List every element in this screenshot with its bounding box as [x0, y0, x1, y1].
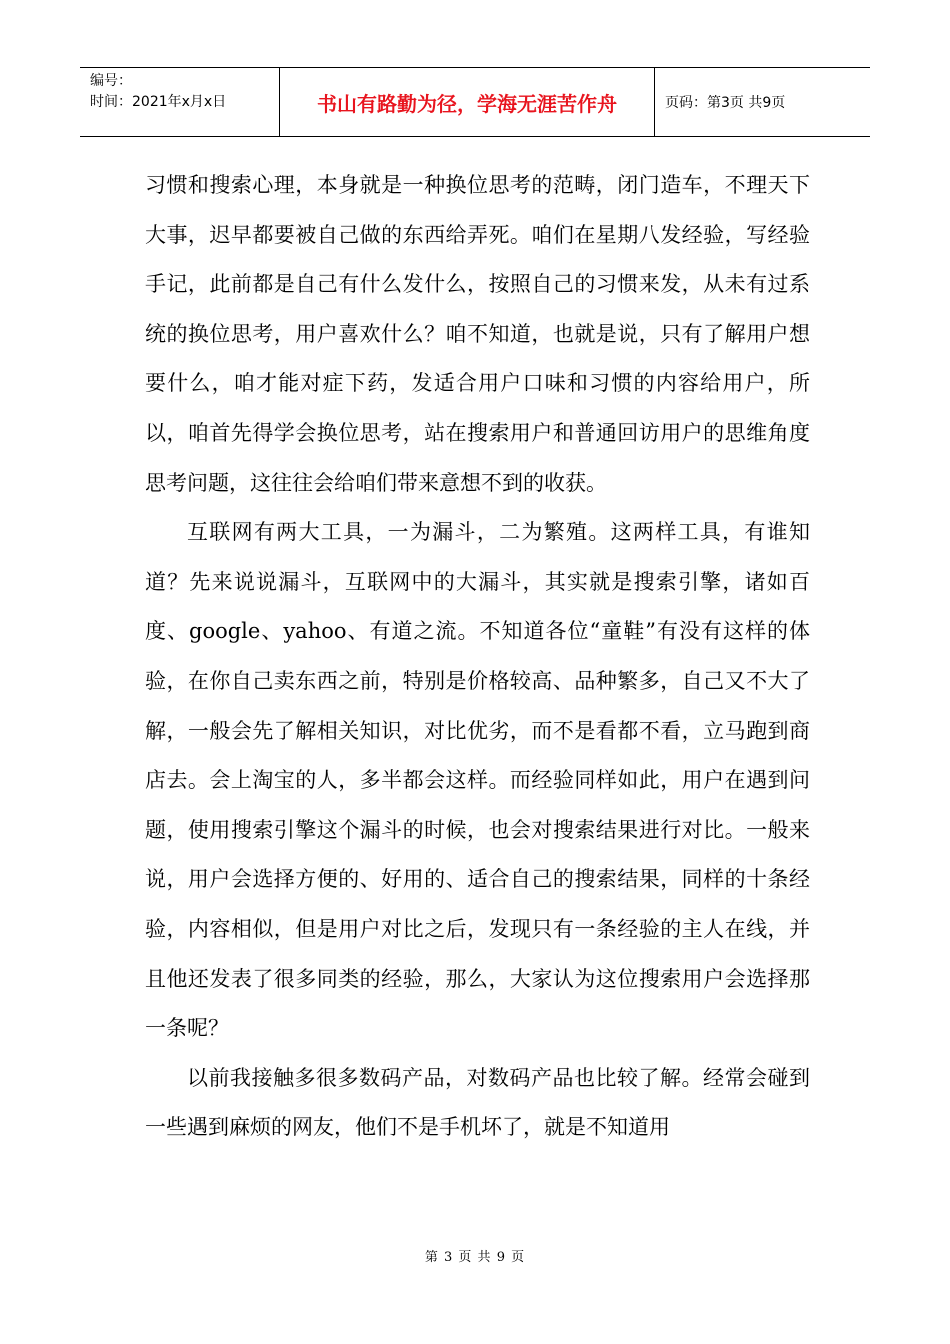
page-header [80, 67, 870, 137]
header-page-info: 页码：第3页 共9页 [665, 95, 786, 111]
header-meta [80, 68, 280, 136]
paragraph-continued: 习惯和搜索心理，本身就是一种换位思考的范畴，闭门造车，不理天下大事，迟早都要被自己做的东西给弄死。咱们在星期八发经验，写经验手记，此前都是自己有什么发什么，按照自己的习惯来发，从未有过系统的换位思考，用户喜欢什么？咱不知道，也就是说，只有了解用户想要什么，咱才能对症下药，发适合用户口味和习惯的内容给用户，所以，咱首先得学会换位思考，站在搜索用户和普通回访用户的思维角度思考问题，这往往会给咱们带来意想不到的收获。 [145, 173, 810, 495]
document-body [145, 161, 810, 1153]
header-motto: 书山有路勤为径，学海无涯苦作舟 [280, 68, 655, 136]
paragraph: 以前我接触多很多数码产品，对数码产品也比较了解。经常会碰到一些遇到麻烦的网友，他们不是手机坏了，就是不知道用 [145, 1065, 810, 1140]
page-footer: 第 3 页 共 9 页 [424, 1250, 526, 1265]
document-number-label: 编号： [90, 73, 132, 89]
paragraph: 互联网有两大工具，一为漏斗，二为繁殖。这两样工具，有谁知道？先来说说漏斗，互联网中的大漏斗，其实就是搜索引擎，诸如百度、google、yahoo、有道之流。不知道各位“童鞋”有没有这样的体验，在你自己卖东西之前，特别是价格较高、品种繁多，自己又不大了解，一般会先了解相关知识，对比优劣，而不是看都不看，立马跑到商店去。会上淘宝的人，多半都会这样。而经验同样如此，用户在遇到问题，使用搜索引擎这个漏斗的时候，也会对搜索结果进行对比。一般来说，用户会选择方便的、好用的、适合自己的搜索结果，同样的十条经验，内容相似，但是用户对比之后，发现只有一条经验的主人在线，并且他还发表了很多同类的经验，那么，大家认为这位搜索用户会选择那一条呢？ [145, 520, 810, 1041]
document-time-label: 时间：2021年x月x日 [90, 94, 227, 110]
